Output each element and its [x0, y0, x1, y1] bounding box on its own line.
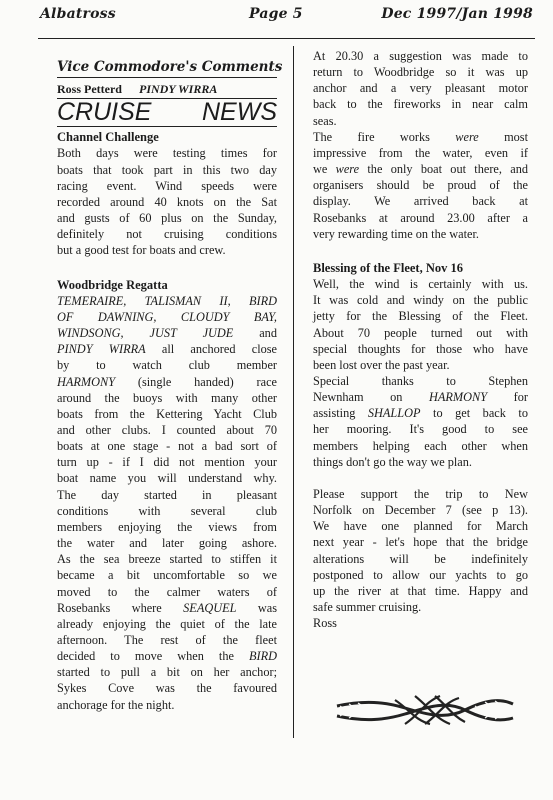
text-line: her mooring. It's good to see: [313, 422, 528, 437]
woodbridge-regatta-paragraph: [57, 293, 277, 713]
text-line: safe summer cruising.: [313, 600, 422, 614]
text-line: Rosebanks at around 23.00 after a: [313, 210, 528, 225]
text-line: been lost over the past year.: [313, 357, 450, 372]
text-line: Sykes Cove was the favoured: [57, 681, 277, 696]
text-line: It was cold and windy on the public: [313, 293, 528, 308]
text-line: We have one planned for March: [313, 519, 528, 534]
page-number: Page 5: [249, 6, 303, 22]
news-word: NEWS: [202, 98, 277, 127]
fireworks-paragraph-2: [313, 129, 528, 242]
signoff: Ross: [313, 616, 337, 631]
text-line: At 20.30 a suggestion was made to: [313, 49, 528, 63]
text-line: Norfolk on December 7 (see p 13).: [313, 503, 528, 518]
text-line: members helping each other when: [313, 438, 528, 453]
text-line: next year - let's hope that the bridge: [313, 535, 528, 550]
text-line: started to pull a bit on her anchor;: [57, 665, 277, 680]
channel-challenge-paragraph: [57, 145, 277, 258]
text-line: and other clubs. I counted about 70: [57, 422, 277, 437]
boat-name: PINDY WIRRA: [138, 82, 218, 97]
text-line: afternoon. The rest of the fleet: [57, 633, 277, 647]
text-line: boats that took part in this two day: [57, 162, 277, 177]
cruise-news-title: [57, 99, 277, 127]
text-line: racing event. Wind speeds were: [57, 178, 277, 193]
text-line: jetty for the Blessing of the Fleet.: [313, 309, 528, 324]
text-line: anchorage for the night.: [57, 697, 175, 712]
text-line: Both days were testing times for: [57, 146, 277, 161]
text-line: Rosebanks where SEAQUEL was: [57, 600, 277, 615]
column-divider: [293, 46, 294, 738]
text-line: moved to the calmer waters of: [57, 584, 277, 599]
text-line: The fire works were most: [313, 129, 528, 144]
issue-date: Dec 1997/Jan 1998: [381, 6, 533, 22]
text-line: boats from the Kettering Yacht Club: [57, 406, 277, 421]
text-line: assisting SHALLOP to get back to: [313, 406, 528, 421]
text-line: organisers should be proud of the: [313, 178, 528, 193]
text-line: Special thanks to Stephen: [313, 373, 528, 388]
text-line: Well, the wind is certainly with us.: [313, 277, 528, 292]
text-line: return to Woodbridge so it was up: [313, 65, 528, 80]
header-rule: [38, 38, 535, 39]
text-line: WINDSONG, JUST JUDE and: [57, 326, 277, 341]
text-line: definitely not cruising conditions: [57, 227, 277, 242]
text-line: boats at one stage - not a bad sort of: [57, 439, 277, 454]
newsletter-title: Albatross: [40, 6, 116, 22]
text-line: turn up - if I did not mention your: [57, 455, 277, 470]
left-column: [57, 55, 283, 713]
blessing-heading: Blessing of the Fleet, Nov 16: [313, 260, 463, 275]
text-line: very rewarding time on the water.: [313, 226, 479, 241]
text-line: Newnham on HARMONY for: [313, 390, 528, 405]
text-line: TEMERAIRE, TALISMAN II, BIRD: [57, 293, 277, 308]
text-line: things don't go the way we plan.: [313, 454, 472, 469]
text-line: the water and later going ashore.: [57, 536, 277, 551]
text-line: back to the fireworks in near calm: [313, 97, 528, 112]
section-heading: Vice Commodore's Comments: [57, 59, 277, 78]
text-line: OF DAWNING, CLOUDY BAY,: [57, 309, 277, 324]
text-line: anchor and a very pleasant motor: [313, 81, 528, 96]
text-line: by to watch club member: [57, 358, 277, 373]
rope-knot-icon: [335, 690, 515, 730]
text-line: Please support the trip to New: [313, 486, 528, 501]
text-line: HARMONY (single handed) race: [57, 374, 277, 389]
text-line: and gusts of 60 plus on the Sunday,: [57, 211, 277, 226]
text-line: PINDY WIRRA all anchored close: [57, 342, 278, 357]
woodbridge-regatta-heading: Woodbridge Regatta: [57, 277, 168, 292]
text-line: decided to move when the BIRD: [57, 649, 277, 664]
text-line: impressive from the water, even if: [313, 145, 528, 160]
fireworks-paragraph-1: [313, 48, 528, 129]
text-line: became a bit uncomfortable so we: [57, 568, 277, 583]
author-name: Ross Petterd: [57, 82, 122, 97]
text-line: special thoughts for those who have: [313, 341, 528, 356]
channel-challenge-heading: Channel Challenge: [57, 130, 159, 145]
text-line: The day started in pleasant: [57, 487, 277, 502]
text-line: seas.: [313, 113, 337, 128]
text-line: up the river at that time. Happy and: [313, 583, 528, 598]
text-line: alterations will be indefinitely: [313, 551, 528, 566]
text-line: members enjoying the views from: [57, 519, 277, 534]
right-column: [313, 48, 528, 631]
text-line: conditions with several club: [57, 503, 277, 518]
text-line: As the sea breeze started to stiffen it: [57, 552, 277, 567]
support-paragraph: [313, 486, 528, 615]
text-line: About 70 people turned out with: [313, 325, 528, 340]
text-line: postponed to allow our yachts to go: [313, 567, 528, 582]
text-line: around the buoys with many other: [57, 390, 277, 405]
text-line: already enjoying the quiet of the late: [57, 616, 277, 631]
cruise-word: CRUISE: [57, 98, 152, 127]
text-line: we were the only boat out there, and: [313, 162, 528, 177]
text-line: display. We arrived back at: [313, 194, 528, 209]
text-line: recorded around 40 knots on the Sat: [57, 194, 277, 209]
blessing-paragraph: [313, 276, 528, 373]
text-line: boat name you will understand why.: [57, 471, 277, 486]
page-header: [0, 0, 553, 40]
text-line: but a good test for boats and crew.: [57, 243, 226, 258]
thanks-paragraph: [313, 373, 528, 470]
byline: [57, 81, 277, 99]
